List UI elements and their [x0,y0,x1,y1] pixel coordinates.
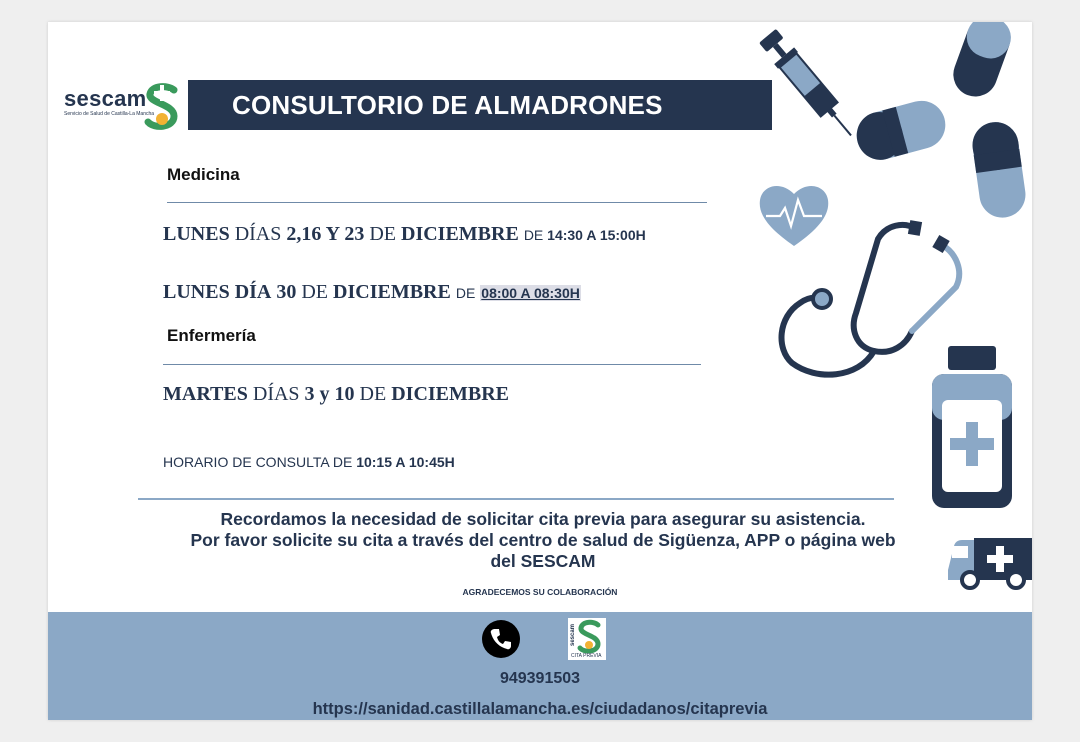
section-heading-enfermeria: Enfermería [167,326,256,345]
app-label-text: CITA PREVIA [571,653,602,659]
page-title: CONSULTORIO DE ALMADRONES [188,80,772,130]
phone-icon[interactable] [482,620,520,658]
phone-number: 949391503 [499,670,581,687]
logo-subtitle: Servicio de Salud de Castilla-La Mancha [64,111,155,117]
thanks-text: AGRADECEMOS SU COLABORACIÓN [462,587,618,597]
logo-wordmark: sescam [64,86,147,111]
notice-text: Recordamos la necesidad de solicitar cita previa para asegurar su asistencia. Por favor solicite su cita a través del centro de salud de Sigüenza, APP o página web del SESCAM [190,509,896,571]
pill-icon [852,22,1032,222]
divider [167,202,707,203]
cita-previa-link[interactable]: https://sanidad.castillalamancha.es/ciudadanos/citaprevia [312,700,768,718]
divider [163,364,701,365]
sescam-app-icon[interactable] [568,618,606,665]
sescam-s-icon [568,618,606,660]
medicina-schedule-line-2: LUNES DÍA 30 DE DICIEMBRE DE 08:00 A 08:30H [163,281,580,303]
section-heading-medicina: Medicina [167,165,240,184]
highlighted-time: 08:00 A 08:30H [481,285,580,301]
sescam-s-icon [144,82,180,132]
app-brand-text: sescam [570,623,576,646]
ambulance-icon [946,534,1032,590]
horario-consulta: HORARIO DE CONSULTA DE 10:15 A 10:45H [163,454,455,470]
divider [138,498,894,500]
medicina-schedule-line-1: LUNES DÍAS 2,16 Y 23 DE DICIEMBRE DE 14:30 A 15:00H [163,223,646,245]
poster [48,22,1032,720]
medicine-bottle-icon [928,344,1016,510]
footer [48,612,1032,720]
sescam-logo [64,82,184,132]
enfermeria-schedule-line: MARTES DÍAS 3 y 10 DE DICIEMBRE [163,383,510,405]
